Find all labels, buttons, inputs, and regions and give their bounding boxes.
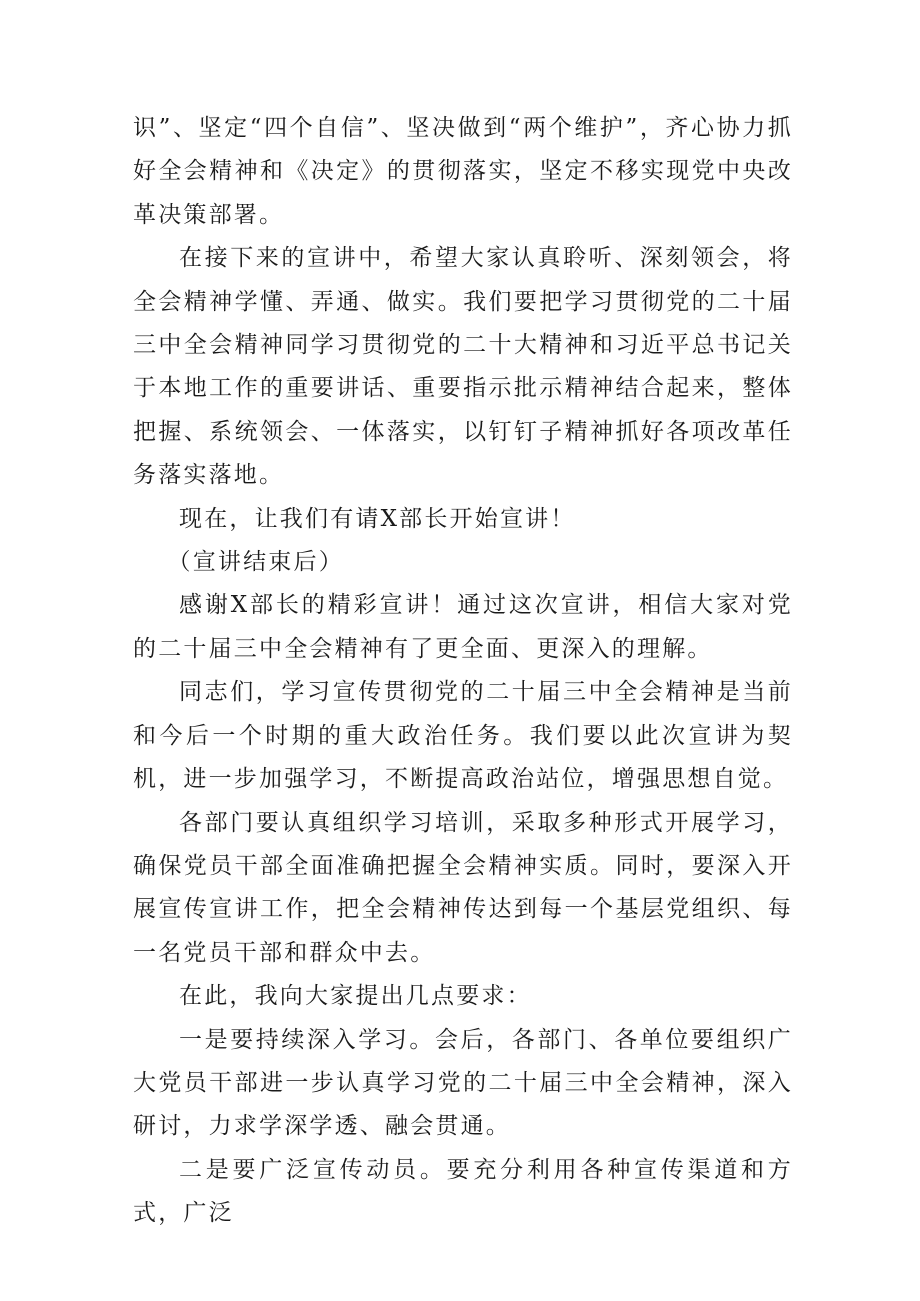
paragraph-requirement-one: 一是要持续深入学习。会后，各部门、各单位要组织广大党员干部进一步认真学习党的二十届三中全会精神，深入研讨，力求学深学透、融会贯通。 — [133, 1026, 793, 1140]
paragraph-stage-note: （宣讲结束后） — [167, 549, 344, 576]
paragraph-requirement-two: 二是要广泛宣传动员。要充分利用各种宣传渠道和方式，广泛 — [133, 1156, 793, 1227]
paragraph-thanks: 感谢X部长的精彩宣讲！通过这次宣讲，相信大家对党的二十届三中全会精神有了更全面、更深入的理解。 — [133, 592, 793, 662]
paragraph-invite-speaker: 现在，让我们有请X部长开始宣讲！ — [179, 505, 576, 532]
document-body — [133, 107, 793, 1236]
paragraph-requirements-intro: 在此，我向大家提出几点要求： — [179, 983, 532, 1010]
paragraph-departments: 各部门要认真组织学习培训，采取多种形式开展学习，确保党员干部全面准确把握全会精神实质。同时，要深入开展宣传宣讲工作，把全会精神传达到每一个基层党组织、每一名党员干部和群众中去。 — [133, 809, 793, 966]
paragraph-comrades: 同志们，学习宣传贯彻党的二十届三中全会精神是当前和今后一个时期的重大政治任务。我们要以此次宣讲为契机，进一步加强学习，不断提高政治站位，增强思想自觉。 — [133, 679, 793, 793]
paragraph-continuation: 识”、坚定“四个自信”、坚决做到“两个维护”，齐心协力抓好全会精神和《决定》的贯彻落实，坚定不移实现党中央改革决策部署。 — [133, 115, 793, 228]
paragraph-upcoming-lecture: 在接下来的宣讲中，希望大家认真聆听、深刻领会，将全会精神学懂、弄通、做实。我们要把学习贯彻党的二十届三中全会精神同学习贯彻党的二十大精神和习近平总书记关于本地工作的重要讲话、重要指示批示精神结合起来，整体把握、系统领会、一体落实，以钉钉子精神抓好各项改革任务落实落地。 — [133, 245, 793, 489]
